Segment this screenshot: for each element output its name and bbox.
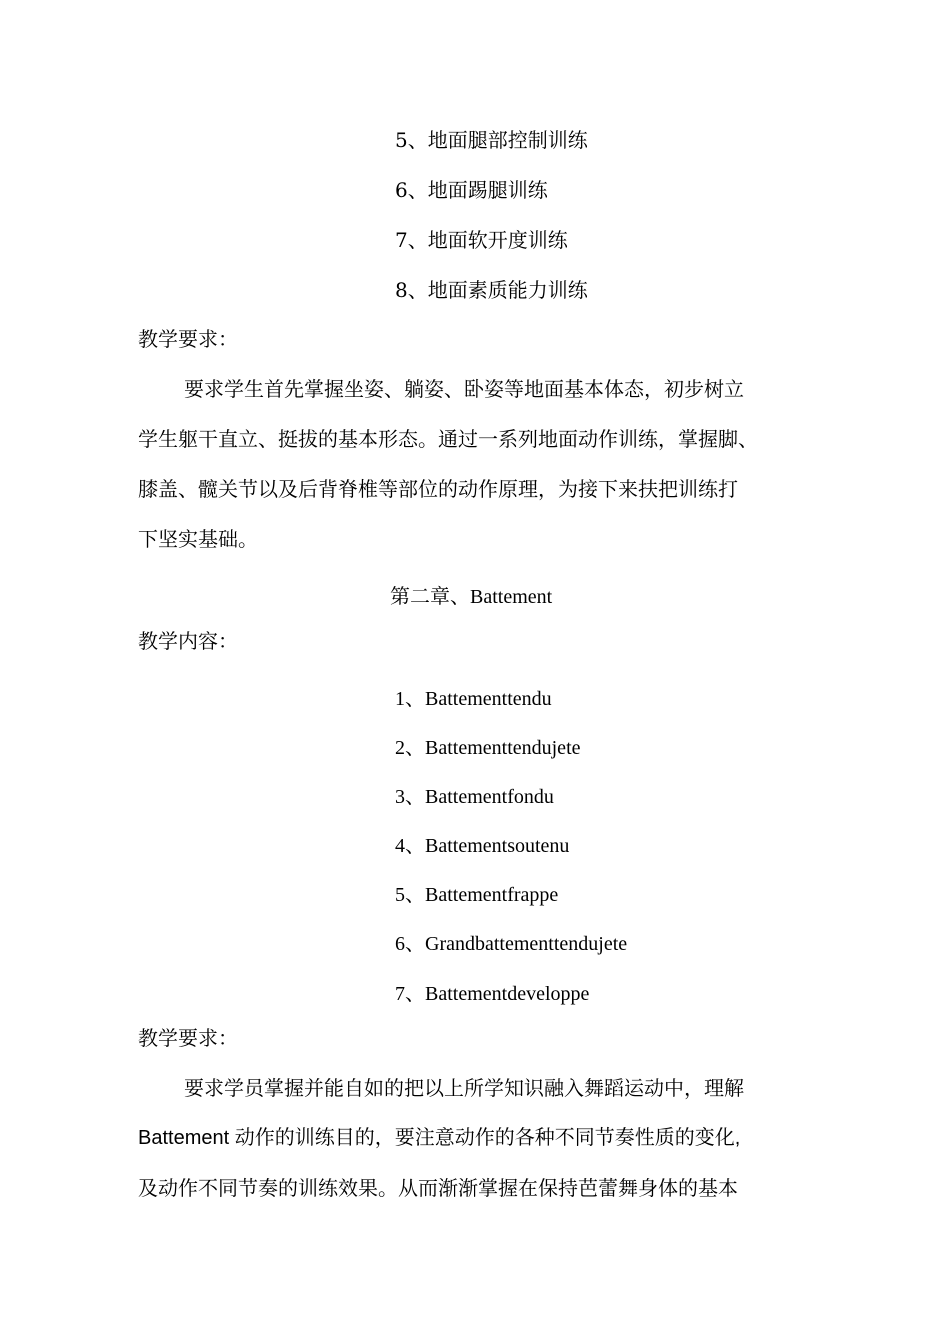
list-item: 8、地面素质能力训练 <box>395 278 588 302</box>
paragraph-line: 及动作不同节奏的训练效果。从而渐渐掌握在保持芭蕾舞身体的基本 <box>138 1176 738 1200</box>
list-item: 5、地面腿部控制训练 <box>395 128 588 152</box>
list-item: 5、Battementfrappe <box>395 884 559 906</box>
list-item: 4、Battementsoutenu <box>395 835 570 857</box>
paragraph-line: 要求学生首先掌握坐姿、躺姿、卧姿等地面基本体态，初步树立 <box>184 377 744 401</box>
list-item: 6、地面踢腿训练 <box>395 178 548 202</box>
content-heading: 教学内容： <box>138 629 238 653</box>
list-item: 7、Battementdeveloppe <box>395 983 590 1005</box>
requirement-heading: 教学要求： <box>138 1026 238 1050</box>
paragraph-line: 要求学员掌握并能自如的把以上所学知识融入舞蹈运动中，理解 <box>184 1076 744 1100</box>
paragraph-line: 学生躯干直立、挺拔的基本形态。通过一系列地面动作训练，掌握脚、 <box>138 427 758 451</box>
paragraph-line: 下坚实基础。 <box>138 527 258 551</box>
list-item: 2、Battementtendujete <box>395 737 581 759</box>
list-item: 6、Grandbattementtendujete <box>395 933 628 955</box>
requirement-heading: 教学要求： <box>138 327 238 351</box>
list-item: 7、地面软开度训练 <box>395 228 568 252</box>
paragraph-line: Battement 动作的训练目的，要注意动作的各种不同节奏性质的变化, <box>138 1127 741 1149</box>
paragraph-line: 膝盖、髋关节以及后背脊椎等部位的动作原理，为接下来扶把训练打 <box>138 477 738 501</box>
chapter-title: 第二章、Battement <box>390 586 553 608</box>
list-item: 3、Battementfondu <box>395 786 554 808</box>
list-item: 1、Battementtendu <box>395 688 552 710</box>
